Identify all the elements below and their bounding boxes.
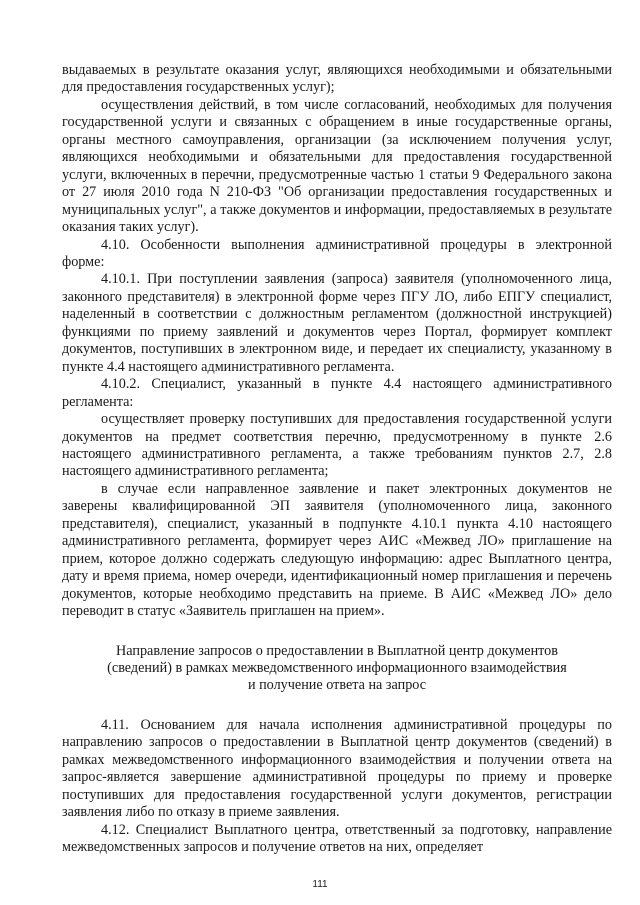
page-number: 111 [312, 879, 328, 890]
paragraph-4-12: 4.12. Специалист Выплатного центра, ответственный за подготовку, направление межведомственных запросов и получение ответов на них, определяет [62, 821, 612, 856]
section-heading [62, 643, 612, 695]
section-heading-line: и получение ответа на запрос [247, 677, 427, 694]
paragraph: осуществления действий, в том числе согласований, необходимых для получения государственной услуги и связанных с обращением в иные государственные органы, органы местного самоуправления, организации (за исключением получения услуг, являющихся необходимыми и обязательными для предоставления государственной услуги, включенных в перечни, предусмотренные частью 1 статьи 9 Федерального закона от 27 июля 2010 года N 210-ФЗ "Об организации предоставления государственных и муниципальных услуг", а также документов и информации, предоставляемых в результате оказания таких услуг). [62, 96, 612, 236]
paragraph: выдаваемых в результате оказания услуг, являющихся необходимыми и обязательными для предоставления государственных услуг); [62, 62, 612, 96]
section-heading-line: (сведений) в рамках межведомственного информационного взаимодействия [107, 659, 567, 676]
document-body [62, 62, 612, 856]
paragraph: осуществляет проверку поступивших для предоставления государственной услуги документов на предмет соответствия перечню, предусмотренному в пункте 2.6 настоящего административного регламента, а также требованиям пунктов 2.7, 2.8 настоящего административного регламента; [62, 411, 612, 480]
paragraph: в случае если направленное заявление и пакет электронных документов не заверены квалифицированной ЭП заявителя (уполномоченного лица, законного представителя), специалист, указанный в подпункте 4.10.1 пункта 4.10 настоящего административного регламента, формирует через АИС «Межвед ЛО» приглашение на прием, которое должно содержать следующую информацию: адрес Выплатного центра, дату и время приема, номер очереди, идентификационный номер приглашения и перечень документов, которые необходимо представить на приеме. В АИС «Межвед ЛО» дело переводит в статус «Заявитель приглашен на прием». [62, 480, 612, 620]
paragraph-4-11: 4.11. Основанием для начала исполнения административной процедуры по направлению запросов о предоставлении в Выплатной центр документов (сведений) в рамках межведомственного информационного взаимодействия и получении ответа на запрос-является завершение административной процедуры по приему и проверке поступивших для предоставления государственной услуги документов, регистрации заявления либо по отказу в приеме заявления. [62, 716, 612, 821]
paragraph-4-10: 4.10. Особенности выполнения административной процедуры в электронной форме: [62, 236, 612, 270]
section-heading-line: Направление запросов о предоставлении в Выплатной центр документов [116, 642, 558, 659]
paragraph-4-10-2: 4.10.2. Специалист, указанный в пункте 4.4 настоящего административного регламента: [62, 376, 612, 410]
paragraph-4-10-1: 4.10.1. При поступлении заявления (запроса) заявителя (уполномоченного лица, законного представителя) в электронной форме через ПГУ ЛО, либо ЕПГУ специалист, наделенный в соответствии с должностным регламентом (должностной инструкцией) функциями по приему заявлений и документов через Портал, формирует комплект документов, поступивших в электронном виде, и передает их специалисту, указанному в пункте 4.4 настоящего административного регламента. [62, 271, 612, 375]
